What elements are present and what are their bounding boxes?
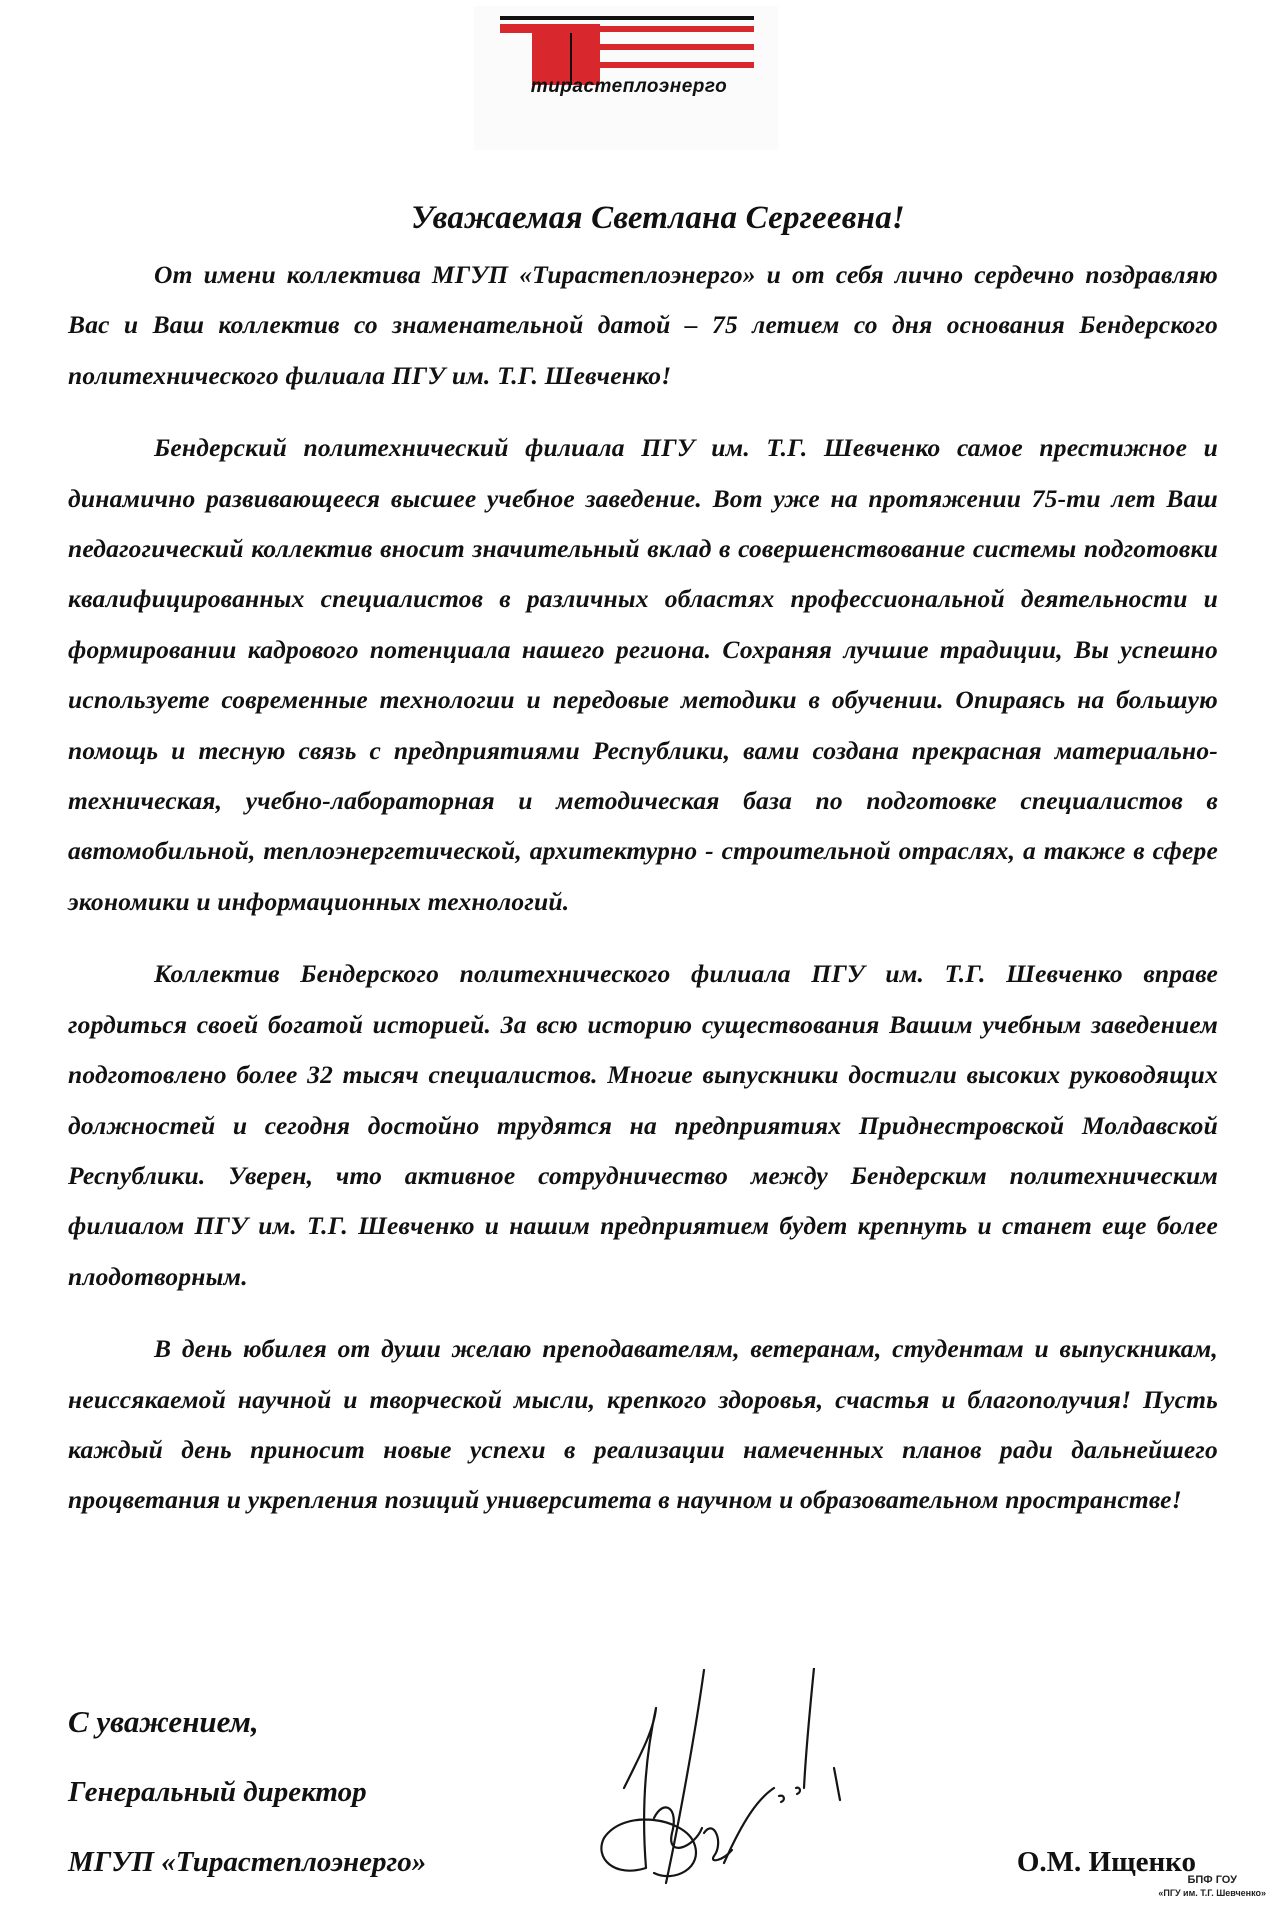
stamp-line-2: «ПГУ им. Т.Г. Шевченко»	[1158, 1888, 1266, 1898]
document-stamp	[1158, 1874, 1266, 1900]
paragraph-wishes: В день юбилея от души желаю преподавателям, ветеранам, студентам и выпускникам, неиссякаемой научной и творческой мысли, крепкого здоровья, счастья и благополучия! Пусть каждый день приносит новые успехи в реализации намеченных планов ради дальнейшего процветания и укрепления позиций университета в научном и образовательном пространстве!	[68, 1334, 1218, 1515]
letter-greeting: Уважаемая Светлана Сергеевна!	[411, 200, 905, 236]
closing-regards: С уважением,	[68, 1704, 259, 1739]
signer-organization: МГУП «Тирастеплоэнерго»	[68, 1846, 427, 1878]
company-logo	[474, 6, 778, 150]
signer-position: Генеральный директор	[68, 1776, 367, 1808]
letter-body	[68, 190, 1218, 1526]
paragraph-history: Коллектив Бендерского политехнического филиала ПГУ им. Т.Г. Шевченко вправе гордиться своей богатой историей. За всю историю существования Вашим учебным заведением подготовлено более 32 тысяч специалистов. Многие выпускники достигли высоких руководящих должностей и сегодня достойно трудятся на предприятиях Приднестровской Молдавской Республики. Уверен, что активное сотрудничество между Бендерским политехническим филиалом ПГУ им. Т.Г. Шевченко и нашим предприятием будет крепнуть и станет еще более плодотворным.	[68, 959, 1218, 1291]
paragraph-about-branch: Бендерский политехнический филиала ПГУ им. Т.Г. Шевченко самое престижное и динамично развивающееся высшее учебное заведение. Вот уже на протяжении 75-ти лет Ваш педагогический коллектив вносит значительный вклад в совершенствование системы подготовки квалифицированных специалистов в различных областях профессиональной деятельности и формировании кадрового потенциала нашего региона. Сохраняя лучшие традиции, Вы успешно используете современные технологии и передовые методики в обучении. Опираясь на большую помощь и тесную связь с предприятиями Республики, вами создана прекрасная материально-техническая, учебно-лабораторная и методическая база по подготовке специалистов в автомобильной, теплоэнергетической, архитектурно - строительной отраслях, а также в сфере экономики и информационных технологий.	[68, 433, 1218, 916]
logo-text: тирастеплоэнерго	[530, 76, 728, 97]
paragraph-congratulation: От имени коллектива МГУП «Тирастеплоэнерго» и от себя лично сердечно поздравляю Вас и Ваш коллектив со знаменательной датой – 75 летием со дня основания Бендерского политехнического филиала ПГУ им. Т.Г. Шевченко!	[68, 260, 1218, 390]
stamp-line-1: БПФ ГОУ	[1187, 1874, 1237, 1886]
signer-name: О.М. Ищенко	[1016, 1846, 1196, 1878]
handwritten-signature	[584, 1668, 884, 1918]
